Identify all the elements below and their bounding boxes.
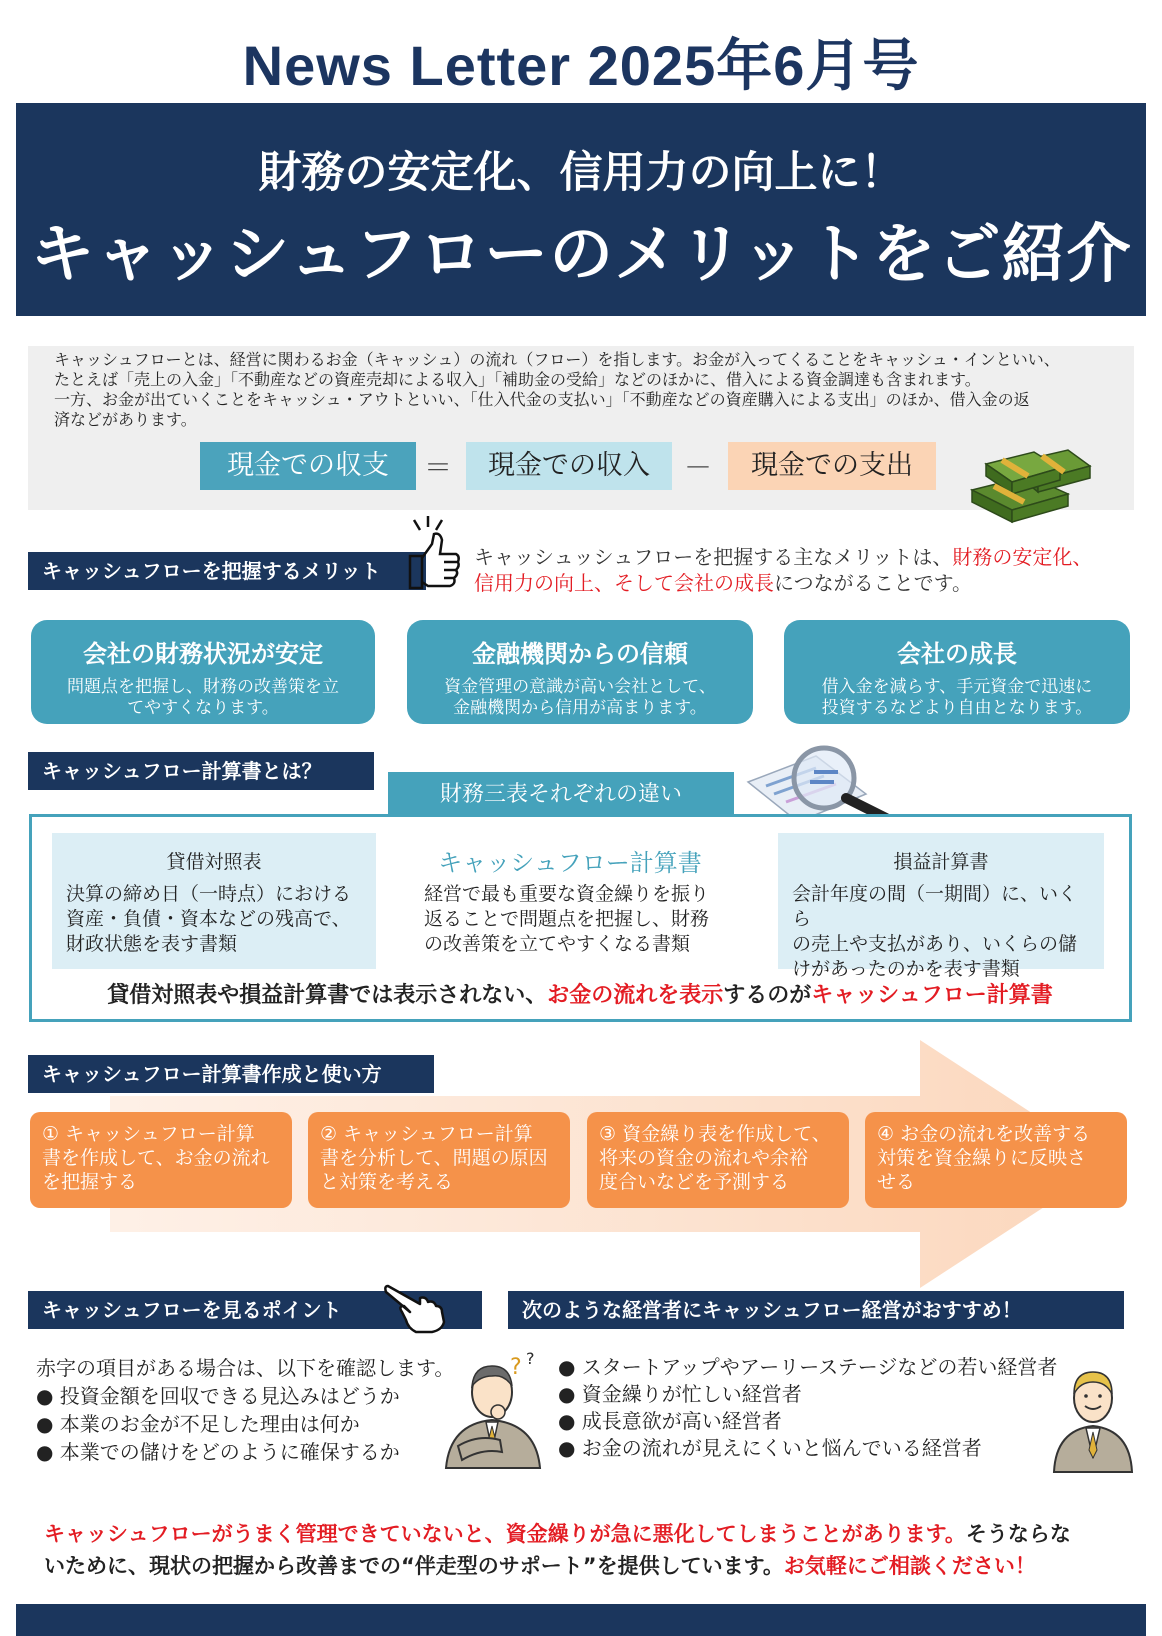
thumbs-up-icon — [404, 514, 462, 594]
usage-step-text: ① キャッシュフロー計算 — [42, 1123, 255, 1145]
closing-warning: キャッシュフローがうまく管理できていないと、資金繰りが急に悪化してしまうことがあります。 — [44, 1522, 966, 1546]
statement-conclusion — [30, 978, 1130, 1009]
list-item: ● 投資金額を回収できる見込みはどうか — [36, 1384, 400, 1408]
usage-step-text: 書を分析して、問題の原因 — [320, 1147, 548, 1169]
cash-balance-box: 現金での収支 — [200, 442, 416, 490]
pointing-hand-icon — [384, 1278, 450, 1336]
usage-step-text: ② キャッシュフロー計算 — [320, 1123, 533, 1145]
intro-paragraph — [54, 350, 1114, 430]
merit-highlight-2: 信用力の向上、そして会社の成長 — [474, 571, 774, 595]
merit-highlight-1: 財務の安定化、 — [952, 545, 1093, 569]
usage-step-text: ④ お金の流れを改善する — [877, 1123, 1091, 1145]
conclusion-highlight-2: キャッシュフロー計算書 — [811, 983, 1053, 1008]
svg-text:?: ? — [526, 1350, 535, 1368]
conclusion-highlight-1: お金の流れを表示 — [547, 983, 724, 1008]
banner-title: キャッシュフローのメリットをご紹介 — [30, 218, 1132, 292]
list-item: ● 資金繰りが忙しい経営者 — [558, 1382, 802, 1406]
income-statement-text: けがあったのかを表す書類 — [792, 958, 1020, 980]
cashflow-statement-text: の改善策を立てやすくなる書類 — [424, 933, 691, 955]
usage-step-text: ③ 資金繰り表を作成して、 — [599, 1123, 831, 1145]
closing-call-to-action: お気軽にご相談ください！ — [783, 1554, 1036, 1578]
usage-step-3 — [587, 1112, 849, 1208]
usage-step-text: を把握する — [42, 1171, 138, 1193]
merit-heading: キャッシュフローを把握するメリット — [28, 552, 426, 590]
intro-line: 済などがあります。 — [54, 410, 197, 429]
merit-card-text: 金融機関から信用が高まります。 — [453, 698, 707, 718]
recommend-list — [558, 1354, 1098, 1462]
points-list — [36, 1354, 476, 1466]
title-banner — [16, 103, 1146, 316]
usage-step-1 — [30, 1112, 292, 1208]
usage-step-text: と対策を考える — [320, 1171, 454, 1193]
usage-step-text: 対策を資金繰りに反映さ — [877, 1147, 1087, 1169]
merit-card-trust — [407, 620, 753, 724]
recommend-heading: 次のような経営者にキャッシュフロー経営がおすすめ！ — [508, 1291, 1124, 1329]
usage-heading: キャッシュフロー計算書作成と使い方 — [28, 1055, 434, 1093]
merit-card-growth — [784, 620, 1130, 724]
merit-card-text: 問題点を把握し、財務の改善策を立 — [67, 677, 339, 697]
cash-bundles-icon — [968, 432, 1094, 524]
statement-heading: キャッシュフロー計算書とは？ — [28, 752, 374, 790]
cashflow-statement-text: 経営で最も重要な資金繰りを振り — [424, 883, 710, 905]
conclusion-text-b: するのが — [723, 983, 812, 1008]
cashflow-statement-text: 返ることで問題点を把握し、財務 — [424, 908, 710, 930]
banner-subtitle: 財務の安定化、信用力の向上に！ — [258, 148, 904, 198]
closing-message — [44, 1518, 1124, 1582]
usage-step-text: 将来の資金の流れや余裕 — [599, 1147, 809, 1169]
usage-step-2 — [308, 1112, 570, 1208]
income-statement-title: 損益計算書 — [893, 851, 989, 873]
cashflow-statement-title: キャッシュフロー計算書 — [438, 849, 702, 877]
merit-card-text: 借入金を減らす、手元資金で迅速に — [821, 677, 1093, 697]
balance-sheet-text: 決算の締め日（一時点）における — [66, 883, 352, 905]
income-statement-panel — [778, 833, 1104, 980]
usage-step-text: 度合いなどを予測する — [599, 1171, 790, 1193]
merit-summary — [474, 544, 1134, 596]
balance-sheet-panel — [52, 833, 376, 969]
merit-card-text: 投資するなどより自由となります。 — [821, 698, 1093, 718]
footer-bar — [16, 1604, 1146, 1636]
list-item: ● 本業のお金が不足した理由は何か — [36, 1412, 360, 1436]
thinking-businessman-icon — [438, 1350, 548, 1470]
merit-card-title: 会社の財務状況が安定 — [83, 640, 323, 668]
income-statement-text: 会計年度の間（一期間）に、いくら — [792, 883, 1078, 930]
merit-card-title: 会社の成長 — [897, 640, 1017, 668]
closing-text: いために、現状の把握から改善までの“伴走型のサポート”を提供しています。 — [44, 1554, 784, 1578]
points-intro: 赤字の項目がある場合は、以下を確認します。 — [36, 1356, 455, 1380]
list-item: ● 成長意欲が高い経営者 — [558, 1409, 782, 1433]
usage-step-text: せる — [877, 1171, 916, 1193]
balance-sheet-text: 財政状態を表す書類 — [66, 933, 238, 955]
newsletter-masthead: News Letter 2025年6月号 — [242, 34, 920, 97]
merit-card-text: てやすくなります。 — [127, 698, 279, 718]
intro-line: たとえば「売上の入金」「不動産などの資産売却による収入」「補助金の受給」などのほかに、借入による資金調達も含まれます。 — [54, 370, 981, 389]
merit-card-stability — [31, 620, 375, 724]
minus-sign: － — [684, 451, 713, 484]
merit-card-text: 資金管理の意識が高い会社として、 — [444, 677, 716, 697]
cashflow-statement-panel — [410, 833, 730, 969]
usage-step-4 — [865, 1112, 1127, 1208]
merit-text-a: キャッシュッシュフローを把握する主なメリットは、 — [474, 545, 953, 569]
intro-line: 一方、お金が出ていくことをキャッシュ・アウトといい、「仕入代金の支払い」「不動産などの資産購入による支出」のほか、借入金の返 — [54, 390, 1030, 409]
cash-expense-box: 現金での支出 — [728, 442, 936, 490]
points-heading: キャッシュフローを見るポイント — [28, 1291, 482, 1329]
equals-sign: ＝ — [424, 451, 453, 484]
balance-sheet-title: 貸借対照表 — [166, 851, 262, 873]
cash-income-box: 現金での収入 — [466, 442, 672, 490]
list-item: ● 本業での儲けをどのように確保するか — [36, 1440, 400, 1464]
smiling-businessman-icon — [1052, 1362, 1134, 1474]
usage-step-text: 書を作成して、お金の流れ — [42, 1147, 270, 1169]
conclusion-text-a: 貸借対照表や損益計算書では表示されない、 — [107, 983, 548, 1008]
intro-line: キャッシュフローとは、経営に関わるお金（キャッシュ）の流れ（フロー）を指します。お金が入ってくることをキャッシュ・インといい、 — [54, 350, 1060, 369]
three-statements-tab: 財務三表それぞれの違い — [388, 772, 734, 816]
merit-text-b: につながることです。 — [774, 571, 972, 595]
list-item: ● スタートアップやアーリーステージなどの若い経営者 — [558, 1355, 1058, 1379]
balance-sheet-text: 資産・負債・資本などの残高で、 — [66, 908, 351, 930]
merit-card-title: 金融機関からの信頼 — [472, 640, 688, 668]
income-statement-text: の売上や支払があり、いくらの儲 — [792, 933, 1078, 955]
list-item: ● お金の流れが見えにくいと悩んでいる経営者 — [558, 1436, 982, 1460]
svg-text:?: ? — [510, 1355, 522, 1380]
closing-text: そうならな — [965, 1522, 1071, 1546]
